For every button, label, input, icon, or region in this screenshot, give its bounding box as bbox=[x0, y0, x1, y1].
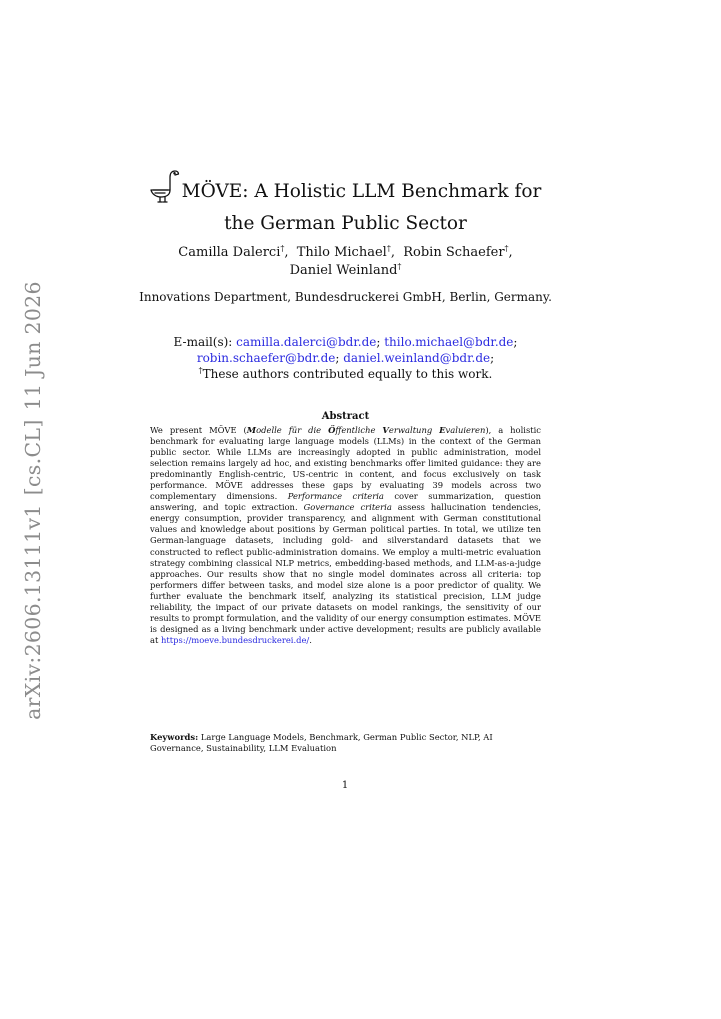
email-block: E-mail(s): camilla.dalerci@bdr.de; thilo.michael@bdr.de; robin.schaefer@bdr.de; daniel.weinland@bdr.de; †These authors contributed equally to this work. bbox=[173, 335, 518, 381]
equal-contribution-mark: † bbox=[504, 244, 509, 253]
governance-criteria-term: Governance criteria bbox=[303, 502, 392, 513]
author-name: Camilla Dalerci bbox=[178, 245, 281, 260]
email-label: E-mail(s): bbox=[173, 335, 233, 349]
equal-contribution-note: These authors contributed equally to this work. bbox=[202, 367, 493, 381]
author-list: Camilla Dalerci†, Thilo Michael†, Robin Schaefer†, Daniel Weinland† bbox=[178, 244, 513, 278]
email-link[interactable]: thilo.michael@bdr.de bbox=[384, 335, 514, 349]
affiliation: Innovations Department, Bundesdruckerei GmbH, Berlin, Germany. bbox=[139, 290, 552, 304]
arxiv-date: 11 Jun 2026 bbox=[21, 281, 45, 411]
abstract-heading: Abstract bbox=[321, 411, 370, 422]
equal-contribution-mark: † bbox=[280, 244, 285, 253]
arxiv-id: arXiv:2606.13111v1 bbox=[21, 504, 45, 720]
page-number: 1 bbox=[341, 780, 349, 791]
performance-criteria-term: Performance criteria bbox=[287, 491, 384, 502]
email-link[interactable]: camilla.dalerci@bdr.de bbox=[236, 335, 377, 349]
equal-contribution-mark: † bbox=[198, 366, 203, 375]
equal-contribution-mark: † bbox=[397, 262, 402, 271]
paper-title-block bbox=[143, 169, 548, 237]
arxiv-stamp bbox=[21, 272, 45, 720]
email-link[interactable]: robin.schaefer@bdr.de bbox=[196, 351, 336, 365]
equal-contribution-mark: † bbox=[386, 244, 391, 253]
arxiv-category: [cs.CL] bbox=[21, 419, 45, 496]
abstract-text: We present MÖVE (Modelle für die Öffentliche Verwaltung Evaluieren), a holistic benchmark for evaluating large language models (LLMs) in the context of the German public sector. While LLMs are increasingly adopted in public administration, model selection remains largely ad hoc, and existing benchmarks offer limited guidance: they are predominantly English-centric, US-centric in content, and focus exclusively on task performance. MÖVE addresses these gaps by evaluating 39 models across two complementary dimensions. Performance criteria cover summarization, question answering, and topic extraction. Governance criteria assess hallucination tendencies, energy consumption, provider transparency, and alignment with German constitutional values and knowledge about positions by German political parties. In total, we utilize ten German-language datasets, including gold- and silverstandard datasets that we constructed to reflect public-administration domains. We employ a multi-metric evaluation strategy combining classical NLP metrics, embedding-based methods, and LLM-as-a-judge approaches. Our results show that no single model dominates across all criteria: top performers differ between tasks, and model size alone is a poor predictor of quality. We further evaluate the benchmark itself, analyzing its statistical precision, LLM judge reliability, the impact of our private datasets on model rankings, the sensitivity of our results to prompt formulation, and the validity of our energy consumption estimates. MÖVE is designed as a living benchmark under active development; results are publicly available at https://moeve.bundesdruckerei.de/. bbox=[150, 425, 542, 645]
keywords bbox=[150, 732, 541, 754]
author-name: Daniel Weinland bbox=[289, 263, 398, 278]
keywords-label: Keywords: bbox=[150, 732, 199, 742]
benchmark-url-link[interactable]: https://moeve.bundesdruckerei.de/ bbox=[161, 634, 310, 645]
keywords-list: Large Language Models, Benchmark, German Public Sector, NLP, AI Governance, Sustainability, LLM Evaluation bbox=[150, 732, 493, 753]
author-name: Robin Schaefer bbox=[403, 245, 505, 260]
seagull-logo-icon bbox=[150, 169, 180, 211]
paper-title: MÖVE: A Holistic LLM Benchmark for the German Public Sector bbox=[181, 181, 542, 234]
author-name: Thilo Michael bbox=[296, 245, 387, 260]
email-link[interactable]: daniel.weinland@bdr.de bbox=[343, 351, 491, 365]
